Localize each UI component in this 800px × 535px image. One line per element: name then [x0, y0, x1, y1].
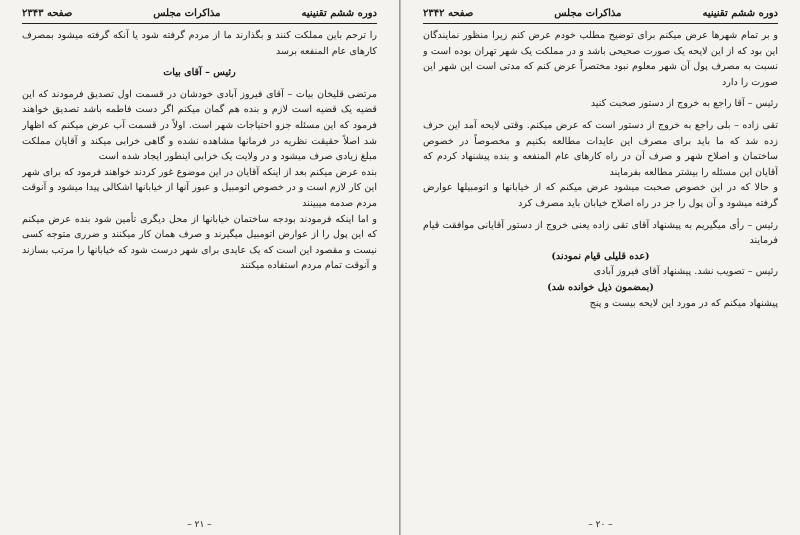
right-page [400, 0, 800, 535]
stage-direction: (عده قلیلی قیام نمودند) [551, 250, 650, 262]
stage-direction: (بمضمون ذیل خوانده شد) [547, 281, 654, 293]
right-page-body [423, 28, 778, 513]
right-header-page-no: صفحه ۲۳۴۲ [423, 7, 474, 19]
left-header-page-no: صفحه ۲۳۴۳ [22, 7, 73, 19]
left-page-body [22, 28, 377, 513]
paragraph: و بر تمام شهرها عرض میکنم برای توضیح مطلب خودم عرض کنم زیرا منظور نمایندگان این بود که از این لایحه یک صورت صحیحی باشد و در مملکت یک شهر تهران بوده است و نسبت به مصرف پول آن شهر معلوم نبود مختصراً عرض کنم که مدتی است این شهر این صورت را دارد [423, 30, 778, 88]
paragraph: بنده عرض میکنم بعد از اینکه آقایان در این موضوع غور کردند خواهند فرمود که برای شهر این کار لازم است و در خصوص اتومبیل و عبور آنها از خیابانها اشکالی پیدا میشود و آنوقت مردم صدمه میبینند [22, 166, 377, 209]
paragraph: رئیس – آقا راجع به خروج از دستور صحبت کنید [590, 98, 778, 110]
left-header-title: دوره ششم تقنینیه [301, 7, 377, 19]
paragraph: را ترحم باین مملکت کنند و بگذارند ما از مردم گرفته شود یا آنکه گرفته میشود بمصرف کارهای عام المنفعه برسد [22, 30, 377, 57]
paragraph: رئیس – رأی میگیریم به پیشنهاد آقای تقی زاده یعنی خروج از دستور آقایانی موافقت قیام فرمایند [423, 219, 778, 247]
left-page-number: – ۲۱ – [187, 520, 212, 530]
right-page-header [423, 4, 778, 22]
left-header-rule [22, 23, 377, 24]
paragraph: رئیس – تصویب نشد. پیشنهاد آقای فیروز آبادی [593, 266, 778, 278]
paragraph: مرتضی قلیخان بیات – آقای فیروز آبادی خودشان در قسمت اول تصدیق فرمودند که این قضیه یک قضیه است لازم و بنده هم گمان میکنم اگر دست فاطمه باشد تصدیق خواهند فرمود که این مسئله جزو احتیاجات شهر است. اولاً در قسمت آب عرض میکنم که اظهار شد اصلاً حقیقت نظریه در فرمانها مشاهده نشده و گاهی خرابی میکند و آقایان مملکت مبلغ زیادی صرف میشود و در ولایت یک خرابی اینطور ایجاد شده است [22, 88, 377, 163]
paragraph: تقی زاده – بلی راجع به خروج از دستور است که عرض میکنم. وقتی لایحه آمد این حرف زده شد که ما باید برای مصرف این عایدات مطالعه بکنیم و مخصوصاً در خصوص ساختمان و اصلاح شهر و صرف آن در راه کارهای عام المنفعه و بنده پیشنهاد کردم که آقایان این مسئله را بیشتر مطالعه بفرمایند [423, 119, 778, 178]
paragraph: و اما اینکه فرمودند بودجه ساختمان خیابانها از محل دیگری تأمین شود بنده عرض میکنم که این پول را از عوارض اتومبیل میگیرند و صرف همان کار میکنند و ضرری متوجه کسی نیست و مقصود این است که یک عایدی برای شهر درست شود که خیابانها را مرتب بسازند و آنوقت تمام مردم استفاده میکنند [22, 213, 377, 272]
left-header-center: مذاکرات مجلس [153, 7, 221, 19]
paragraph: پیشنهاد میکنم که در مورد این لایحه بیست و پنج [589, 297, 778, 309]
right-header-rule [423, 23, 778, 24]
speaker-heading: رئیس – آقای بیات [163, 67, 236, 79]
right-page-number: – ۲۰ – [588, 520, 613, 530]
left-page-header [22, 4, 377, 22]
right-header-center: مذاکرات مجلس [554, 7, 622, 19]
paragraph: و حالا که در این خصوص صحبت میشود عرض میکنم که از خیابانها و اتومبیلها عوارض گرفته میشود و آن پول را جز در راه اصلاح خیابان باید مصرف کرد [423, 182, 778, 209]
right-header-title: دوره ششم تقنینیه [702, 7, 778, 19]
